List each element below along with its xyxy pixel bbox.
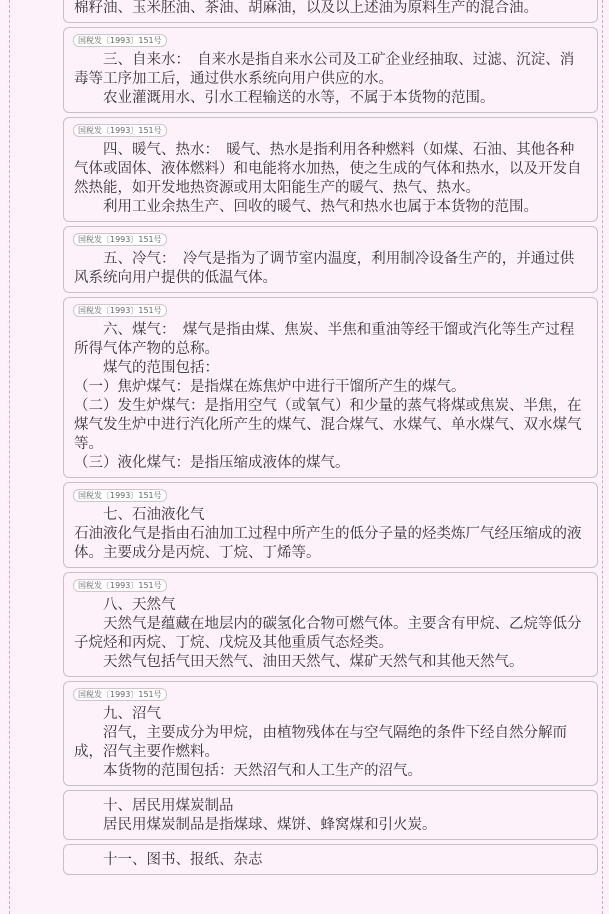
doc-tag[interactable]: 国税发〔1993〕151号 xyxy=(73,304,167,317)
document-column xyxy=(63,0,598,879)
section-card-books xyxy=(63,844,598,875)
paragraph: 煤气的范围包括： xyxy=(103,360,219,376)
paragraph: 四、暖气、热水： 暖气、热水是指利用各种燃料（如煤、石油、其他各种气体或固体、液体燃料）和电能将水加热，使之生成的气体和热水，以及开发自然热能，如开发地热资源或用太阳能生产的暖气、热气、热水。 xyxy=(74,142,582,196)
doc-tag[interactable]: 国税发〔1993〕151号 xyxy=(73,124,167,137)
section-card-coal-gas xyxy=(63,297,598,478)
doc-tag[interactable]: 国税发〔1993〕151号 xyxy=(73,579,167,592)
paragraph: 六、煤气： 煤气是指由煤、焦炭、半焦和重油等经干馏或汽化等生产过程所得气体产物的总称。 xyxy=(74,322,575,357)
paragraph: 三、自来水： 自来水是指自来水公司及工矿企业经抽取、过滤、沉淀、消毒等工序加工后，通过供水系统向用户供应的水。 xyxy=(74,52,575,87)
paragraph: 五、冷气： 冷气是指为了调节室内温度，利用制冷设备生产的，并通过供风系统向用户提供的低温气体。 xyxy=(74,251,575,286)
section-card-cooling xyxy=(63,226,598,293)
paragraph: 本货物的范围包括：天然沼气和人工生产的沼气。 xyxy=(103,763,422,779)
list-item: （三）液化煤气：是指压缩成液体的煤气。 xyxy=(74,455,350,471)
left-guide-line xyxy=(9,0,10,914)
section-heading: 八、天然气 xyxy=(103,597,176,613)
section-card-heating xyxy=(63,117,598,222)
section-heading: 七、石油液化气 xyxy=(103,507,205,523)
paragraph: 天然气是蕴藏在地层内的碳氢化合物可燃气体。主要含有甲烷、乙烷等低分子烷烃和丙烷、丁烷、戊烷及其他重质气态烃类。 xyxy=(74,616,582,651)
section-heading: 九、沼气 xyxy=(103,706,161,722)
section-heading: 十、居民用煤炭制品 xyxy=(103,798,234,814)
doc-tag[interactable]: 国税发〔1993〕151号 xyxy=(73,233,167,246)
section-card-oils xyxy=(63,0,598,23)
doc-tag[interactable]: 国税发〔1993〕151号 xyxy=(73,34,167,47)
list-item: （二）发生炉煤气：是指用空气（或氧气）和少量的蒸气将煤或焦炭、半焦，在煤气发生炉中进行汽化所产生的煤气、混合煤气、水煤气、单水煤气、双水煤气等。 xyxy=(74,398,582,452)
section-card-coal-products xyxy=(63,790,598,840)
section-card-lpg xyxy=(63,482,598,568)
top-line: 棉籽油、玉米胚油、茶油、胡麻油，以及以上述油为原料生产的混合油。 xyxy=(74,0,538,16)
paragraph: 沼气，主要成分为甲烷，由植物残体在与空气隔绝的条件下经自然分解而成，沼气主要作燃料。 xyxy=(74,725,567,760)
paragraph: 居民用煤炭制品是指煤球、煤饼、蜂窝煤和引火炭。 xyxy=(103,817,437,833)
section-heading: 十一、图书、报纸、杂志 xyxy=(103,852,263,868)
paragraph: 农业灌溉用水、引水工程输送的水等，不属于本货物的范围。 xyxy=(103,90,495,106)
paragraph: 利用工业余热生产、回收的暖气、热气和热水也属于本货物的范围。 xyxy=(103,199,538,215)
paragraph: 天然气包括气田天然气、油田天然气、煤矿天然气和其他天然气。 xyxy=(103,654,524,670)
doc-tag[interactable]: 国税发〔1993〕151号 xyxy=(73,688,167,701)
right-guide-line xyxy=(602,0,603,914)
paragraph: 石油液化气是指由石油加工过程中所产生的低分子量的烃类炼厂气经压缩成的液体。主要成分是丙烷、丁烷、丁烯等。 xyxy=(74,526,582,561)
list-item: （一）焦炉煤气：是指煤在炼焦炉中进行干馏所产生的煤气。 xyxy=(74,379,466,395)
section-card-biogas xyxy=(63,681,598,786)
section-card-natural-gas xyxy=(63,572,598,677)
doc-tag[interactable]: 国税发〔1993〕151号 xyxy=(73,489,167,502)
section-card-tap-water xyxy=(63,27,598,113)
